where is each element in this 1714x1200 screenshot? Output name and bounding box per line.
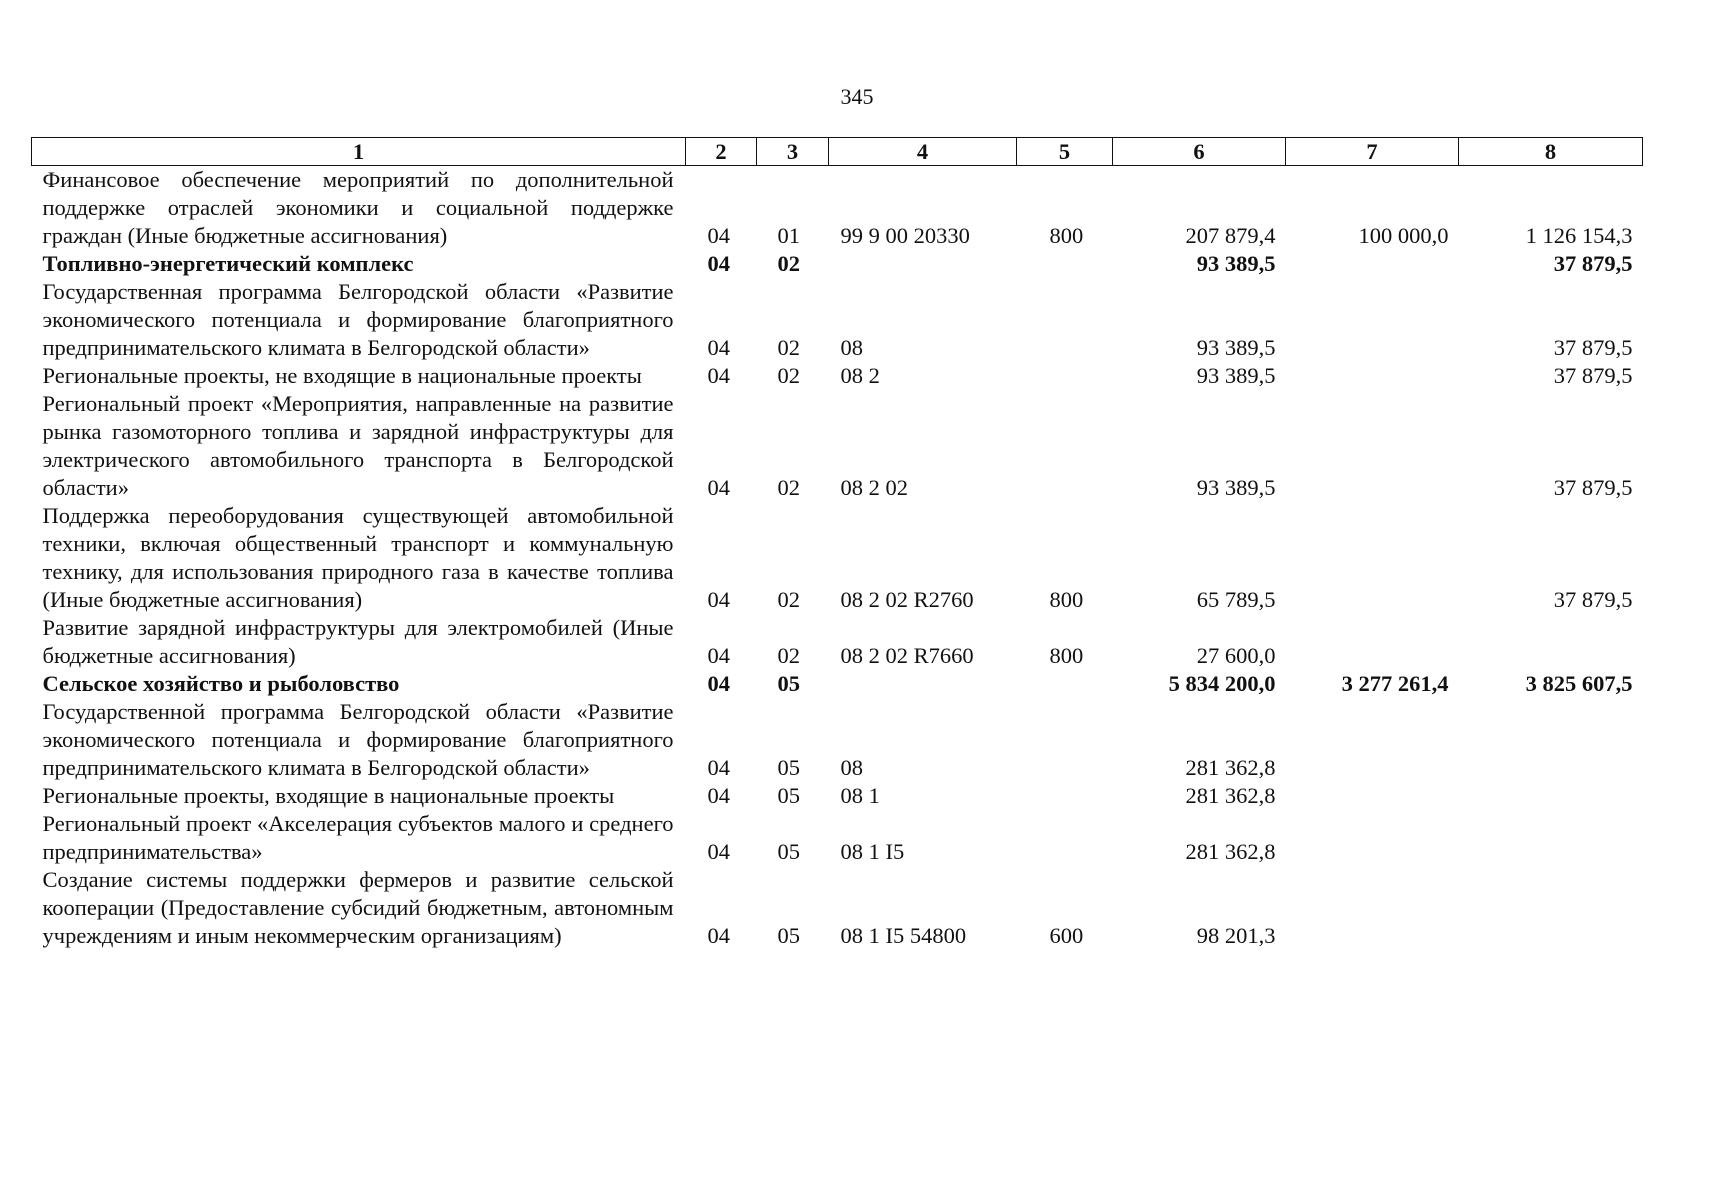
row-target-code: 08 — [840, 335, 863, 360]
row-target-code: 08 2 02 R7660 — [840, 643, 974, 668]
row-name: Развитие зарядной инфраструктуры для электромобилей (Иные бюджетные ассигнования) — [42, 615, 674, 668]
row-amount-col6: 93 389,5 — [1196, 335, 1276, 360]
row-amount-col7 — [1286, 502, 1459, 614]
table-row — [32, 390, 1643, 502]
row-amount-col7 — [1286, 614, 1459, 670]
row-name: Сельское хозяйство и рыболовство — [42, 671, 400, 696]
row-amount-col8: 37 879,5 — [1553, 251, 1633, 276]
row-section-code: 04 — [707, 923, 730, 948]
row-subsection-code: 02 — [777, 587, 800, 612]
row-expense-type — [1017, 810, 1113, 866]
table-row — [32, 698, 1643, 782]
row-subsection-code: 05 — [777, 839, 800, 864]
column-header-2: 2 — [686, 138, 757, 166]
row-section-code: 04 — [707, 755, 730, 780]
row-section-code: 04 — [707, 839, 730, 864]
budget-table — [31, 137, 1643, 950]
row-amount-col7: 3 277 261,4 — [1341, 671, 1449, 696]
row-expense-type — [1017, 278, 1113, 362]
row-amount-col8: 1 126 154,3 — [1525, 223, 1633, 248]
row-name: Региональный проект «Мероприятия, направленные на развитие рынка газомоторного топлива и зарядной инфраструктуры для электрического автомобильного транспорта в Белгородской области» — [42, 391, 674, 500]
row-section-code: 04 — [707, 475, 730, 500]
row-target-code: 99 9 00 20330 — [840, 223, 970, 248]
row-subsection-code: 05 — [777, 923, 800, 948]
row-amount-col8 — [1459, 698, 1643, 782]
table-row — [32, 810, 1643, 866]
row-expense-type — [1017, 362, 1113, 390]
row-amount-col7: 100 000,0 — [1358, 223, 1449, 248]
row-name: Региональный проект «Акселерация субъектов малого и среднего предпринимательства» — [42, 811, 674, 864]
row-expense-type — [1017, 390, 1113, 502]
row-expense-type — [1017, 250, 1113, 278]
row-section-code: 04 — [707, 783, 730, 808]
column-header-6: 6 — [1113, 138, 1286, 166]
row-target-code: 08 1 I5 54800 — [840, 923, 967, 948]
table-row — [32, 670, 1643, 698]
row-target-code — [829, 250, 1017, 278]
table-row — [32, 782, 1643, 810]
row-amount-col8: 3 825 607,5 — [1525, 671, 1633, 696]
row-amount-col7 — [1286, 250, 1459, 278]
row-amount-col6: 98 201,3 — [1196, 923, 1276, 948]
row-subsection-code: 02 — [777, 251, 800, 276]
row-name: Создание системы поддержки фермеров и развитие сельской кооперации (Предоставление субсидий бюджетным, автономным учреждениям и иным некоммерческим организациям) — [42, 867, 674, 948]
column-header-4: 4 — [829, 138, 1017, 166]
row-subsection-code: 05 — [777, 671, 800, 696]
column-header-1: 1 — [32, 138, 686, 166]
row-target-code: 08 — [840, 755, 863, 780]
row-amount-col8: 37 879,5 — [1553, 587, 1633, 612]
column-header-3: 3 — [757, 138, 829, 166]
row-amount-col7 — [1286, 866, 1459, 950]
row-amount-col7 — [1286, 390, 1459, 502]
row-amount-col6: 93 389,5 — [1196, 363, 1276, 388]
row-target-code: 08 2 — [840, 363, 880, 388]
row-section-code: 04 — [707, 251, 730, 276]
row-amount-col8 — [1459, 782, 1643, 810]
row-amount-col8 — [1459, 614, 1643, 670]
row-amount-col6: 65 789,5 — [1196, 587, 1276, 612]
table-row — [32, 250, 1643, 278]
row-section-code: 04 — [707, 587, 730, 612]
row-subsection-code: 02 — [777, 335, 800, 360]
row-section-code: 04 — [707, 363, 730, 388]
row-amount-col6: 27 600,0 — [1196, 643, 1276, 668]
row-name: Государственная программа Белгородской области «Развитие экономического потенциала и формирование благоприятного предпринимательского климата в Белгородской области» — [42, 279, 674, 360]
row-amount-col6: 93 389,5 — [1196, 251, 1276, 276]
row-amount-col7 — [1286, 698, 1459, 782]
row-target-code: 08 2 02 R2760 — [840, 587, 974, 612]
row-section-code: 04 — [707, 671, 730, 696]
row-amount-col8: 37 879,5 — [1553, 475, 1633, 500]
row-amount-col6: 281 362,8 — [1185, 755, 1276, 780]
row-subsection-code: 02 — [777, 643, 800, 668]
row-name: Финансовое обеспечение мероприятий по дополнительной поддержке отраслей экономики и социальной поддержке граждан (Иные бюджетные ассигнования) — [42, 167, 674, 248]
table-row — [32, 866, 1643, 950]
row-expense-type: 800 — [1049, 643, 1084, 668]
row-subsection-code: 05 — [777, 755, 800, 780]
column-header-7: 7 — [1286, 138, 1459, 166]
row-amount-col8: 37 879,5 — [1553, 363, 1633, 388]
table-row — [32, 278, 1643, 362]
row-amount-col7 — [1286, 362, 1459, 390]
row-amount-col6: 5 834 200,0 — [1168, 671, 1276, 696]
table-row — [32, 614, 1643, 670]
row-section-code: 04 — [707, 643, 730, 668]
table-body — [32, 166, 1643, 951]
page-number: 345 — [840, 84, 874, 109]
row-expense-type: 600 — [1049, 923, 1084, 948]
row-name: Топливно-энергетический комплекс — [42, 251, 414, 276]
row-name: Региональные проекты, входящие в национальные проекты — [42, 783, 615, 808]
row-subsection-code: 02 — [777, 363, 800, 388]
row-amount-col6: 207 879,4 — [1185, 223, 1276, 248]
row-section-code: 04 — [707, 335, 730, 360]
row-target-code: 08 2 02 — [840, 475, 908, 500]
row-amount-col7 — [1286, 782, 1459, 810]
row-section-code: 04 — [707, 223, 730, 248]
row-target-code: 08 1 — [840, 783, 880, 808]
row-target-code — [829, 670, 1017, 698]
row-amount-col6: 281 362,8 — [1185, 783, 1276, 808]
column-header-5: 5 — [1017, 138, 1113, 166]
row-expense-type: 800 — [1049, 223, 1084, 248]
table-row — [32, 502, 1643, 614]
row-name: Поддержка переоборудования существующей автомобильной техники, включая общественный транспорт и коммунальную технику, для использования природного газа в качестве топлива (Иные бюджетные ассигнования) — [42, 503, 674, 612]
row-expense-type: 800 — [1049, 587, 1084, 612]
row-name: Региональные проекты, не входящие в национальные проекты — [42, 363, 642, 388]
row-subsection-code: 05 — [777, 783, 800, 808]
row-expense-type — [1017, 698, 1113, 782]
row-amount-col6: 93 389,5 — [1196, 475, 1276, 500]
table-row — [32, 362, 1643, 390]
row-amount-col8 — [1459, 866, 1643, 950]
table-row — [32, 166, 1643, 251]
row-amount-col7 — [1286, 278, 1459, 362]
column-header-8: 8 — [1459, 138, 1643, 166]
row-subsection-code: 02 — [777, 475, 800, 500]
row-amount-col8: 37 879,5 — [1553, 335, 1633, 360]
row-subsection-code: 01 — [777, 223, 800, 248]
row-name: Государственной программа Белгородской области «Развитие экономического потенциала и формирование благоприятного предпринимательского климата в Белгородской области» — [42, 699, 674, 780]
row-amount-col6: 281 362,8 — [1185, 839, 1276, 864]
row-expense-type — [1017, 670, 1113, 698]
row-expense-type — [1017, 782, 1113, 810]
row-amount-col7 — [1286, 810, 1459, 866]
row-amount-col8 — [1459, 810, 1643, 866]
row-target-code: 08 1 I5 — [840, 839, 905, 864]
table-header-row — [32, 138, 1643, 166]
